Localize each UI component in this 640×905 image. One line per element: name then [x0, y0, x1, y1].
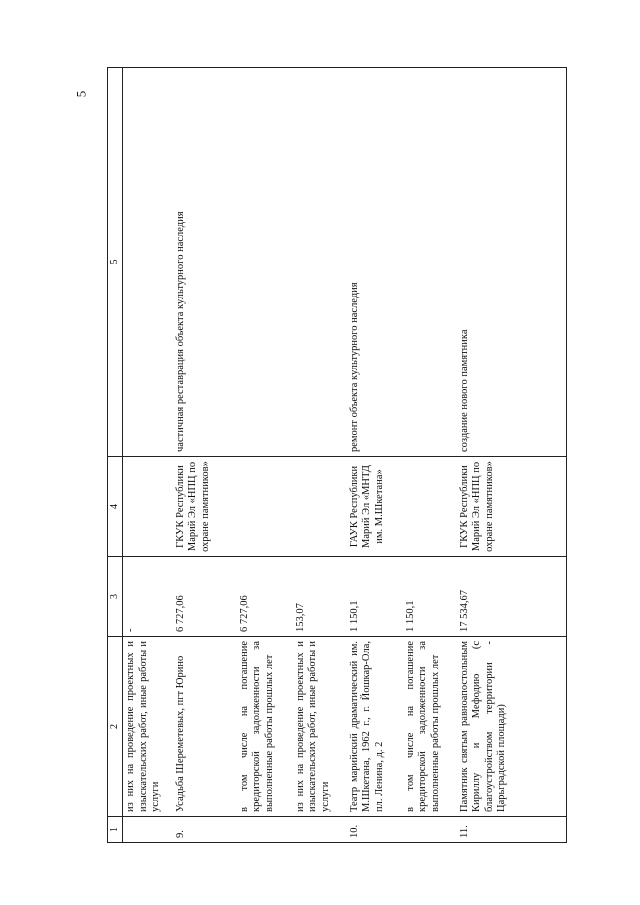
work-description [293, 68, 347, 457]
amount-value: 153,07 [293, 557, 347, 637]
amount-value: 1 150,1 [347, 557, 403, 637]
row-index: 11. [457, 817, 567, 843]
amount-value: 1 150,1 [403, 557, 457, 637]
table-row [347, 68, 403, 843]
organization-name [237, 457, 293, 557]
header-row [108, 68, 123, 843]
organization-name: ГКУК Республики Марий Эл «НПЦ по охране памятников» [457, 457, 567, 557]
page-number: 5 [73, 90, 89, 98]
organization-name [293, 457, 347, 557]
header-cell-5: 5 [108, 68, 123, 457]
work-description [123, 68, 173, 457]
header-cell-2: 2 [108, 637, 123, 817]
row-index: 9. [173, 817, 237, 843]
amount-value: 17 534,67 [457, 557, 567, 637]
amount-value: 6 727,06 [237, 557, 293, 637]
organization-name [123, 457, 173, 557]
object-name: Памятник святым равноапостольным Кириллу и Мефодию (с благоустройством территории - Царьградской площади) [457, 637, 567, 817]
work-description: создание нового памятника [457, 68, 567, 457]
row-index [293, 817, 347, 843]
row-index: 10. [347, 817, 403, 843]
header-cell-1: 1 [108, 817, 123, 843]
object-name: в том числе на погашение кредиторской задолженности за выполненные работы прошлых лет [237, 637, 293, 817]
object-name: Театр марийский драматический им. М.Шкетана, 1962 г., г. Йошкар-Ола, пл. Ленина, д. 2 [347, 637, 403, 817]
header-cell-4: 4 [108, 457, 123, 557]
work-description [237, 68, 293, 457]
table-row [237, 68, 293, 843]
data-table [107, 67, 567, 843]
table-row [293, 68, 347, 843]
object-name: Усадьба Шереметевых, пгт Юрино [173, 637, 237, 817]
amount-value: 6 727,06 [173, 557, 237, 637]
object-name: из них на проведение проектных и изыскательских работ, иные работы и услуги [123, 637, 173, 817]
row-index [237, 817, 293, 843]
table-row [123, 68, 173, 843]
table-row [173, 68, 237, 843]
row-index [123, 817, 173, 843]
table-row [403, 68, 457, 843]
organization-name: ГКУК Республики Марий Эл «НПЦ по охране памятников» [173, 457, 237, 557]
work-description: ремонт объекта культурного наследия [347, 68, 403, 457]
row-index [403, 817, 457, 843]
table-row [457, 68, 567, 843]
work-description: частичная реставрация объекта культурного наследия [173, 68, 237, 457]
header-cell-3: 3 [108, 557, 123, 637]
organization-name: ГАУК Республики Марий Эл «МНТД им. М.Шкетана» [347, 457, 403, 557]
work-description [403, 68, 457, 457]
amount-value: - [123, 557, 173, 637]
object-name: из них на проведение проектных и изыскательских работ, иные работы и услуги [293, 637, 347, 817]
object-name: в том числе на погашение кредиторской задолженности за выполненные работы прошлых лет [403, 637, 457, 817]
organization-name [403, 457, 457, 557]
